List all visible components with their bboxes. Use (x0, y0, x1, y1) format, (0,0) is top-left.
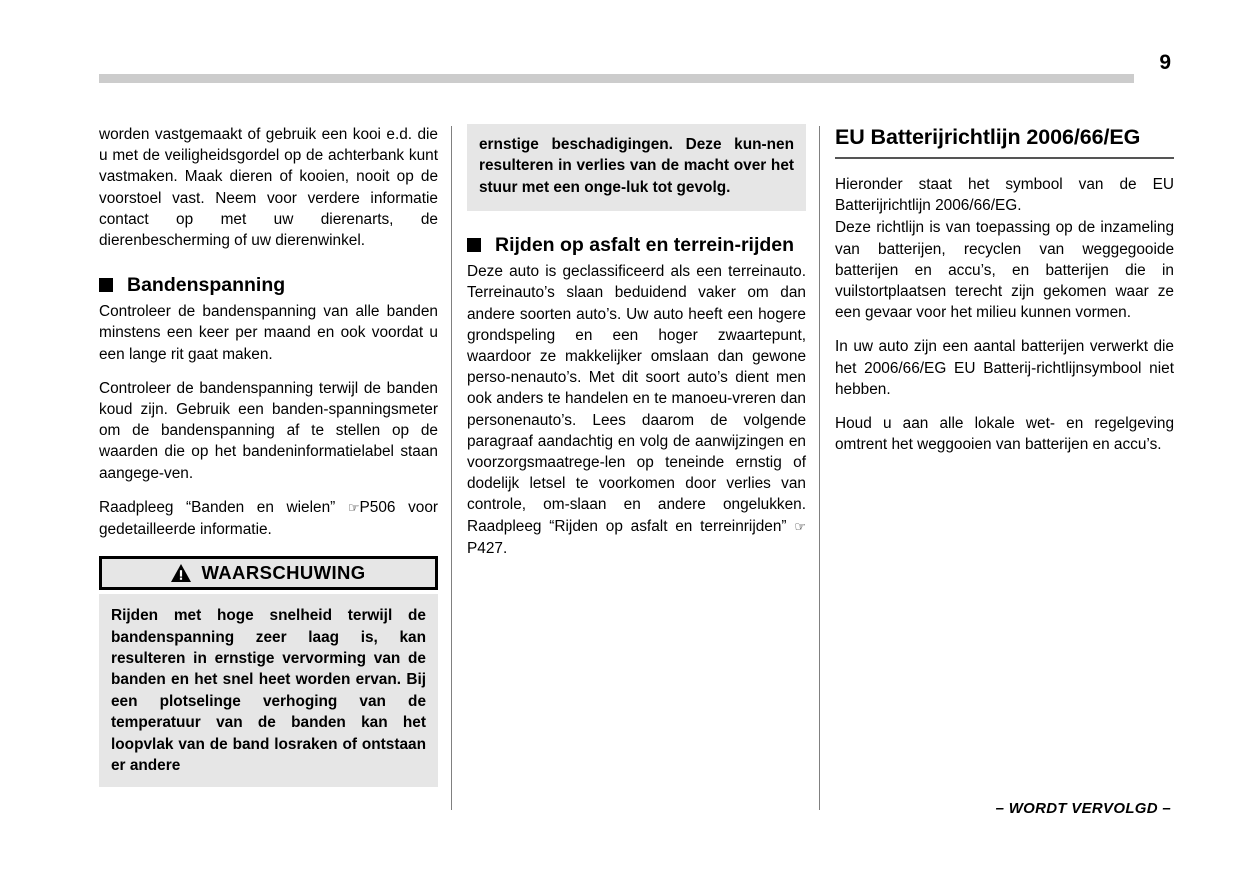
warning-box-title: WAARSCHUWING (201, 562, 366, 584)
col3-paragraph-1: Hieronder staat het symbool van de EU Batterijrichtlijn 2006/66/EG. (835, 176, 1174, 215)
column-1 (99, 124, 438, 810)
chapter-title: EU Batterijrichtlijn 2006/66/EG (835, 125, 1141, 149)
warning-triangle-icon (171, 564, 191, 582)
column-divider-2 (819, 126, 820, 810)
col1-cross-reference (99, 497, 438, 540)
col1-reference-tail: voor gedetailleerde informatie. (99, 498, 439, 539)
heading-bandenspanning (99, 273, 438, 297)
warning-box-text: Rijden met hoge snelheid terwijl de bandenspanning zeer laag is, kan resulteren in ernstige vervorming van de banden en het snel heet worden ervan. Bij een plotselinge verhoging van de temperatuur van de banden kan het loopvlak van de band losraken of ontstaan er andere (111, 607, 426, 775)
heading-bandenspanning-label: Bandenspanning (127, 274, 286, 297)
warning-box-continuation (467, 124, 806, 211)
warning-box-header (99, 556, 438, 590)
col2-paragraph-1 (467, 261, 806, 559)
heading-rijden-op-asfalt-label: Rijden op asfalt en terrein-rijden (495, 234, 795, 257)
warning-box (99, 556, 438, 786)
page-header (99, 51, 1171, 83)
col1-paragraph-1: Controleer de bandenspanning van alle banden minstens een keer per maand en ook voordat u een lange rit gaat maken. (99, 303, 438, 363)
col2-reference-page[interactable]: P427. (467, 539, 508, 557)
col3-paragraph-3: In uw auto zijn een aantal batterijen verwerkt die het 2006/66/EG EU Batterij-richtlijnsymbool niet hebben. (835, 338, 1174, 398)
column-2 (467, 124, 806, 810)
pointing-hand-icon: ☞ (794, 519, 806, 535)
heading-rijden-op-asfalt (467, 233, 806, 257)
col2-paragraph-1-text: Deze auto is geclassificeerd als een terreinauto. Terreinauto’s slaan beduidend vaker om dan andere soorten auto’s. Uw auto heeft een hogere grondspeling en een hoger zwaartepunt, waardoor ze makkelijker omslaan dan gewone perso-nenauto’s. Met dit soort auto’s dient men ook anders te handelen en te manoeu-vreren dan personenauto’s. Lees daarom de volgende paragraaf aandachtig en volg de aanwijzingen en voorzorgsmaatrege-len op teneinde ernstig of dodelijk letsel te voorkomen door verlies van controle, om-slaan en andere ongelukken. Raadpleeg “Rijden op asfalt en terreinrijden” (467, 263, 806, 535)
col1-paragraph-2: Controleer de bandenspanning terwijl de banden koud zijn. Gebruik een banden-spanningsmeter om de bandenspanning af te stellen op de waarden die op het bandeninformatielabel staan aangege-ven. (99, 379, 438, 482)
chapter-title-rule (835, 157, 1174, 159)
page-footer: – WORDT VERVOLGD – (995, 800, 1171, 817)
column-3 (835, 124, 1174, 810)
square-bullet-icon (467, 238, 481, 252)
col1-intro-paragraph: worden vastgemaakt of gebruik een kooi e.d. die u met de veiligheidsgordel op de achterbank kunt vastmaken. Maak dieren of kooien, nooit op de voorstoel vast. Neem voor verdere informatie contact op met uw dierenarts, de dierenbescherming of uw dierenwinkel. (99, 126, 438, 250)
column-divider-1 (451, 126, 452, 810)
col3-paragraph-2: Deze richtlijn is van toepassing op de inzameling van batterijen, recyclen van weggegooide batterijen en accu’s, en batterijen die in vuilstortplaatsen terecht zijn gekomen waar ze een gevaar voor het milieu kunnen vormen. (835, 219, 1174, 322)
col1-reference-lead: Raadpleeg “Banden en wielen” (99, 498, 336, 516)
square-bullet-icon (99, 278, 113, 292)
warning-continuation-text: ernstige beschadigingen. Deze kun-nen resulteren in verlies van de macht over het stuur met een onge-luk tot gevolg. (479, 136, 794, 196)
col1-reference-page[interactable]: P506 (359, 498, 396, 516)
col3-paragraph-4: Houd u aan alle lokale wet- en regelgeving omtrent het weggooien van batterijen en accu’s. (835, 415, 1174, 454)
page-number: 9 (1159, 51, 1171, 74)
warning-box-body (99, 594, 438, 786)
header-rule-bar (99, 74, 1134, 83)
pointing-hand-icon: ☞ (347, 500, 360, 516)
page-columns (99, 124, 1173, 810)
